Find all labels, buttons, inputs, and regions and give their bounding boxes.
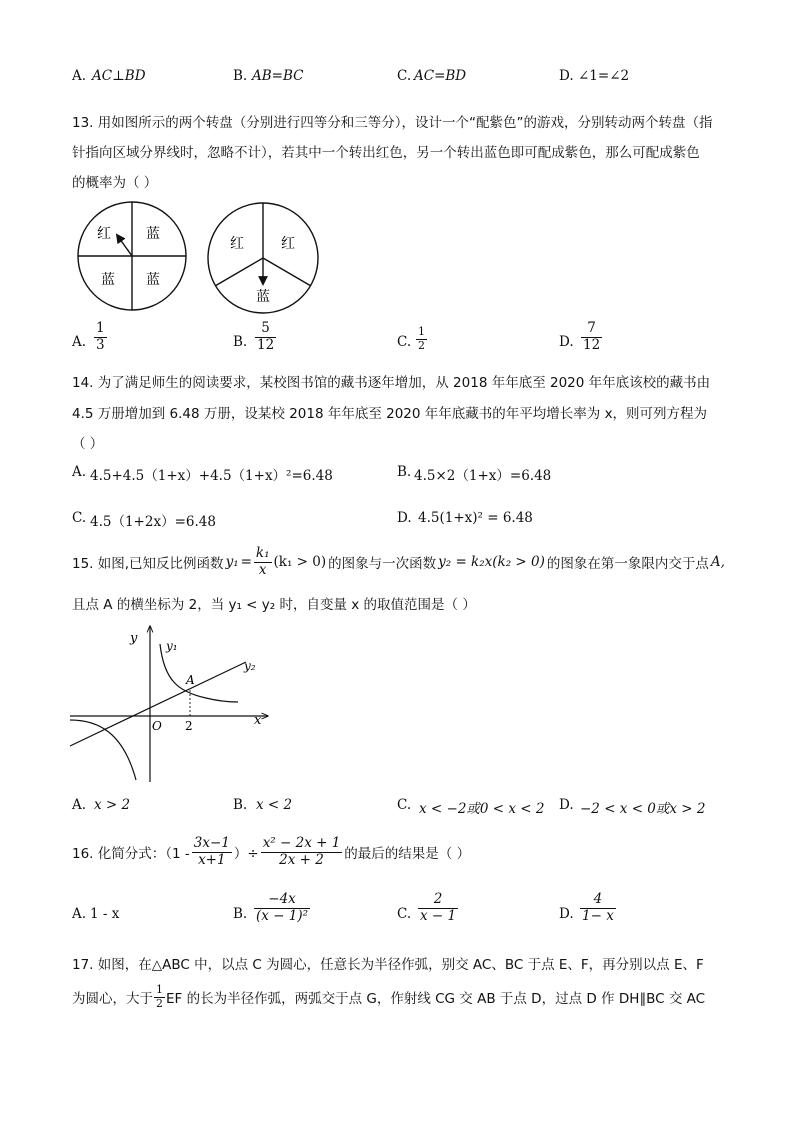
q14-line-1: 14. 为了满足师生的阅读要求，某校图书馆的藏书逐年增加，从 2018 年年底至 2020 年年底该校的藏书由	[72, 375, 711, 391]
q16-option-d-label: D.	[559, 906, 574, 922]
fraction-denominator: x	[258, 561, 267, 578]
q14-option-b: 4.5×2（1+x）=6.48	[414, 468, 552, 484]
q16-suffix: 的最后的结果是（ ）	[344, 846, 471, 862]
q14-option-d: 4.5(1+x)² = 6.48	[418, 510, 533, 526]
fraction-denominator: x − 1	[420, 907, 457, 924]
q16-option-a: 1 - x	[90, 906, 120, 922]
q16-line	[72, 830, 470, 874]
spinner-three-part	[208, 203, 318, 313]
fraction-numerator: 5	[255, 321, 276, 338]
q15-text-a: 15. 如图,已知反比例函数	[72, 556, 224, 572]
q13-option-c-label: C.	[397, 334, 412, 350]
q12-option-a: AC⊥BD	[92, 68, 146, 84]
q15-line-2: 且点 A 的横坐标为 2，当 y₁ < y₂ 时，自变量 x 的取值范围是（ ）	[72, 597, 476, 613]
q17-text-a: 为圆心，大于	[72, 991, 153, 1007]
q16-fraction-1	[192, 836, 232, 868]
fraction-denominator: 2	[418, 338, 425, 352]
q15-line-1	[72, 542, 725, 582]
q17-text-b: EF 的长为半径作弧，两弧交于点 G，作射线 CG 交 AB 于点 D，过点 D 作 DH∥BC 交 AC	[166, 991, 706, 1007]
q14-option-d-label: D.	[397, 510, 412, 526]
curve-y1-third-quadrant	[70, 720, 136, 780]
q12-option-d: ∠1=∠2	[578, 68, 630, 84]
graph-x-label: x	[254, 713, 262, 728]
q17-fraction-half	[154, 984, 165, 1010]
q15-option-a: x > 2	[94, 797, 131, 813]
fraction-numerator: 2	[418, 892, 458, 909]
q16-fraction-2	[261, 836, 343, 868]
fraction-numerator: 1	[156, 982, 163, 996]
fraction-numerator: 3x−1	[193, 834, 230, 851]
wheel1-sector-1: 红	[97, 226, 111, 242]
q15-text-c: 的图象在第一象限内交于点	[546, 556, 709, 572]
q16-option-b-label: B.	[233, 906, 248, 922]
q16-option-a-label: A.	[72, 906, 87, 922]
q16-prefix: 16. 化简分式：（1 -	[72, 846, 190, 862]
fraction-numerator: x² − 2x + 1	[262, 834, 341, 851]
q14-option-c-label: C.	[72, 510, 87, 526]
graph-point-a-label: A	[186, 673, 195, 687]
fraction-denominator: 2x + 2	[279, 851, 324, 868]
q15-condition-1: (k₁ > 0)	[273, 554, 327, 570]
q16-divide: ）÷	[233, 846, 259, 862]
q15-linear-function: y₂ = k₂x(k₂ > 0)	[438, 554, 545, 570]
q15-option-b: x < 2	[256, 797, 293, 813]
q15-option-d: −2 < x < 0或x > 2	[580, 801, 706, 817]
q12-option-c: AC=BD	[414, 68, 467, 84]
q15-option-a-label: A.	[72, 797, 87, 813]
fraction-denominator: x+1	[198, 851, 226, 868]
q14-option-a-label: A.	[72, 464, 87, 480]
wheel2-sector-1: 红	[230, 236, 244, 252]
fraction-numerator: 4	[580, 892, 616, 909]
q13-line-1: 13. 用如图所示的两个转盘（分别进行四等分和三等分），设计一个“配紫色”的游戏，分别转动两个转盘（指	[72, 115, 713, 131]
q14-option-a: 4.5+4.5（1+x）+4.5（1+x）²=6.48	[90, 468, 333, 484]
wheel1-sector-4: 蓝	[146, 272, 160, 288]
fraction-denominator: 1− x	[582, 907, 614, 924]
q15-fraction-k1-over-x	[254, 546, 272, 578]
wheel1-sector-2: 蓝	[146, 226, 160, 242]
q12-option-c-label: C.	[397, 68, 412, 84]
line-y2	[70, 662, 246, 746]
fraction-denominator: 12	[583, 336, 601, 353]
fraction-numerator: 1	[96, 320, 105, 336]
q15-option-c: x < −2或0 < x < 2	[419, 801, 545, 817]
q13-option-a-label: A.	[72, 334, 87, 350]
q15-point-a: A,	[710, 554, 725, 570]
spinner-figures	[70, 196, 330, 322]
fraction-denominator: (x − 1)²	[256, 907, 309, 924]
q16-option-c	[418, 892, 458, 924]
wheel2-sector-3: 蓝	[256, 289, 270, 305]
q17-line-1: 17. 如图，在△ABC 中，以点 C 为圆心，任意长为半径作弧，别交 AC、BC 于点 E、F，再分别以点 E、F	[72, 957, 704, 973]
graph-y-label: y	[130, 631, 138, 646]
graph-tick-2-label: 2	[185, 719, 193, 733]
fraction-numerator: 7	[581, 321, 602, 338]
q13-line-3: 的概率为（ ）	[72, 175, 158, 191]
wheel2-sector-2: 红	[281, 236, 295, 252]
q13-option-a	[94, 321, 107, 353]
q14-option-b-label: B.	[397, 464, 412, 480]
wheel1-sector-3: 蓝	[101, 272, 115, 288]
q12-option-a-label: A.	[72, 68, 87, 84]
q15-option-c-label: C.	[397, 797, 412, 813]
q13-option-d-label: D.	[559, 334, 574, 350]
q16-option-b	[254, 892, 310, 924]
fraction-numerator: −4x	[254, 892, 310, 909]
q15-equals: =	[240, 554, 252, 570]
q12-option-b: AB=BC	[252, 68, 304, 84]
q13-line-2: 针指向区域分界线时，忽略不计），若其中一个转出红色，另一个转出蓝色即可配成紫色，那么可配成紫色	[72, 145, 700, 161]
q15-y1: y₁	[225, 554, 239, 570]
q12-option-b-label: B.	[233, 68, 248, 84]
graph-y2-label: y₂	[244, 659, 256, 673]
q16-option-c-label: C.	[397, 906, 412, 922]
fraction-denominator: 12	[257, 336, 275, 353]
q13-option-c	[416, 326, 427, 352]
q12-option-d-label: D.	[559, 68, 574, 84]
q13-option-b-label: B.	[233, 334, 248, 350]
q15-option-b-label: B.	[233, 797, 248, 813]
q15-text-b: 的图象与一次函数	[328, 556, 437, 572]
q16-option-d	[580, 892, 616, 924]
fraction-numerator: k₁	[255, 544, 270, 561]
fraction-numerator: 1	[418, 325, 425, 338]
q13-option-b	[255, 321, 276, 353]
q17-line-2	[72, 980, 705, 1014]
q14-option-c: 4.5（1+2x）=6.48	[90, 514, 216, 530]
graph-origin-label: O	[152, 719, 162, 733]
q15-option-d-label: D.	[559, 797, 574, 813]
q14-line-2: 4.5 万册增加到 6.48 万册，设某校 2018 年年底至 2020 年年底藏书的年平均增长率为 x，则可列方程为	[72, 406, 708, 422]
q13-option-d	[581, 321, 602, 353]
fraction-denominator: 2	[156, 996, 163, 1010]
graph-y1-label: y₁	[166, 639, 178, 653]
spinner-1-pointer-arrow-icon	[117, 235, 132, 256]
q14-line-3: （ ）	[72, 436, 104, 452]
function-graph	[68, 620, 278, 785]
spinner-four-part	[78, 202, 186, 310]
fraction-denominator: 3	[96, 336, 105, 353]
